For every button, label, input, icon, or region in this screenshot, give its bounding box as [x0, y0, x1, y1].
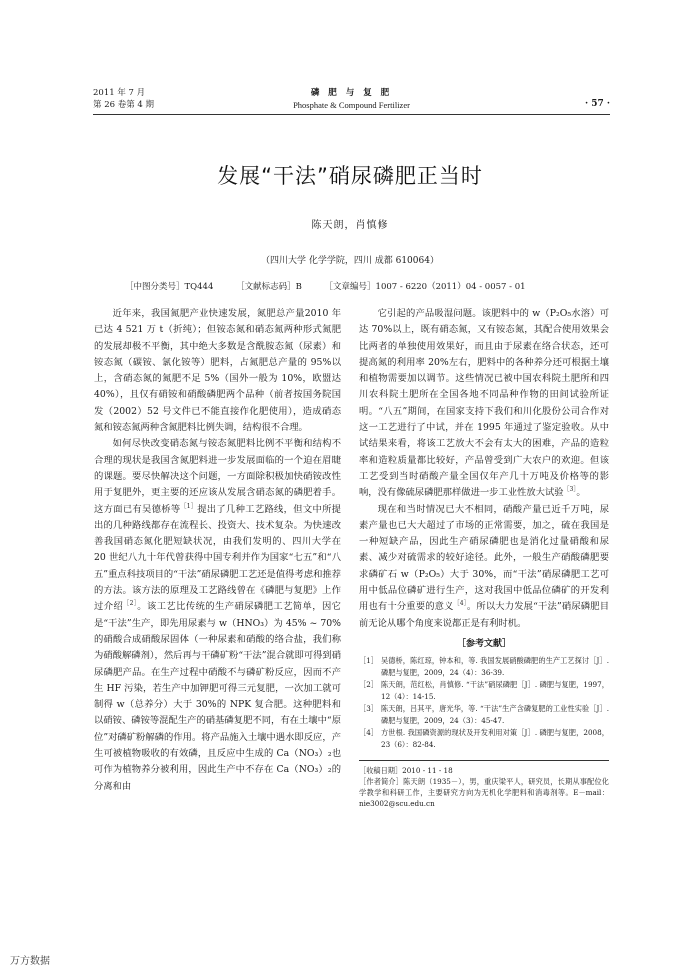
- journal-name-en: Phosphate & Compound Fertilizer: [293, 100, 410, 110]
- header-rule: [93, 114, 610, 115]
- running-header: [93, 87, 610, 117]
- citation: ［4］: [453, 600, 467, 608]
- citation: ［2］: [123, 600, 138, 608]
- article-title: 发展“干法”硝尿磷肥正当时: [217, 164, 483, 188]
- reference-item: [359, 679, 609, 702]
- body-column-right: [359, 306, 609, 809]
- page-number: · 57 ·: [584, 99, 610, 109]
- reference-number: ［1］: [359, 656, 378, 666]
- reference-text: 吴德桥，陈红琼，钟本和，等. 我国发展硝酸磷肥的生产工艺探讨［J］. 磷肥与复肥，2009，24（4）：36-39.: [381, 656, 609, 677]
- reference-number: ［4］: [359, 728, 378, 738]
- journal-name-cn: 磷 肥 与 复 肥: [310, 88, 393, 98]
- document-code: ［文献标志码］B: [236, 282, 302, 292]
- reference-item: [359, 703, 609, 726]
- clc-number: ［中图分类号］TQ444: [125, 282, 214, 292]
- citation: ［1］: [180, 502, 198, 510]
- article-number: ［文章编号］1007 - 6220（2011）04 - 0057 - 01: [324, 282, 526, 292]
- paragraph: 现在和当时情况已大不相同，硝酸产量已近千万吨，尿素产量也已大大超过了市场的正常需要，加之，硫在我国是一种短缺产品，因此生产硝尿磷肥也是消化过量硝酸和尿素、减少对硫需求的较好途径。此外，一般生产硝酸磷肥要求磷矿石 w（P₂O₅）大于 30%，而“干法”硝尿磷肥工艺可用中低品位磷矿进行生产，这对我国中低品位磷矿的开发利用也有十分重要的意义$^{[4]}$。所以大力发展“干法”硝尿磷肥目前无论从哪个角度来说都正是有利时机。: [359, 503, 609, 629]
- reference-number: ［2］: [359, 680, 378, 690]
- reference-number: ［3］: [359, 704, 378, 714]
- citation: ［3］: [563, 486, 577, 494]
- issue-date: 2011 年 7 月: [93, 88, 146, 98]
- article-metadata: [359, 760, 609, 809]
- article-authors: 陈天朗，肖慎修: [311, 220, 389, 231]
- paragraph: 近年来，我国氮肥产业快速发展，氮肥总产量2010 年已达 4 521 万 t（折纯）；但铵态氮和硝态氮两种形式氮肥的发展却极不平衡，其中绝大多数是含酰胺态氮（尿素）和铵态氮（碳铵、氯化铵等）肥料，占氮肥总产量的 95%以上，含硝态氮的氮肥不足 5%（国外一般为 10%，欧盟达 40%），且仅有硝铵和硝酸磷肥两个品种（前者按国务院国发（2002）52 号文件已不能直接作化肥使用），造成硝态氮和铵态氮两种含氮肥料比例失调，结构很不合理。: [94, 308, 341, 434]
- reference-list: [359, 655, 609, 750]
- source-watermark: 万方数据: [10, 956, 50, 967]
- body-column-left: [94, 306, 341, 795]
- author-affiliation: （四川大学 化学学院，四川 成都 610064）: [261, 256, 439, 266]
- reference-text: 陈天朗，范红松，肖慎修. “干法”硝尿磷肥［J］. 磷肥与复肥，1997，12（4）：14-15.: [381, 680, 609, 701]
- reference-text: 陈天朗，吕其平，唐光华，等. “干法”生产含磷复肥的工业性实验［J］. 磷肥与复肥，2009，24（3）：45-47.: [381, 704, 609, 725]
- reference-item: [359, 655, 609, 678]
- reference-item: [359, 727, 609, 750]
- paragraph: 如何尽快改变硝态氮与铵态氮肥料比例不平衡和结构不合理的现状是我国含氮肥料进一步发展面临的一个迫在眉睫的课题。要尽快解决这个问题，一方面除积极加快硝铵改性用于复肥外，更主要的还应该从发展含硝态氮的磷肥着手。这方面已有吴德桥等$^{[1]}$提出了几种工艺路线，但文中所提出的几种路线都存在流程长、投资大、技术复杂。为快速改善我国硝态氮化肥短缺状况，由我们发明的、四川大学在 20 世纪八九十年代曾获得中国专利并作为国家“七五”和“八五”重点科技项目的“干法”硝尿磷肥工艺还是值得考虑和推荐的方法。该方法的原理及工艺路线曾在《磷肥与复肥》上作过介绍$^{[2]}$。该工艺比传统的生产硝尿磷肥工艺简单，因它是“干法”生产，即先用尿素与 w（HNO₃）为 45% ~ 70%的硝酸合成硝酸尿固体（一种尿素和硝酸的络合盐，我们称为硝酸解磷剂），然后再与干磷矿粉“干法”混合就即可得到硝尿磷肥产品。在生产过程中硝酸不与磷矿粉反应，因而不产生 HF 污染，若生产中加钾肥可得三元复肥，一次加工就可制得 w（总养分）大于 30%的 NPK 复合肥。这种肥料和以硝铵、磷铵等混配生产的硝基磷复肥不同，有在土壤中“原位”对磷矿粉解磷的作用。将产品施入土壤中遇水即反应，产生可被植物吸收的有效磷，且反应中生成的 Ca（NO₃）₂也可作为植物养分被利用，因此生产中不存在 Ca（NO₃）₂的分离和由: [94, 438, 341, 792]
- journal-name: [93, 87, 610, 111]
- reference-text: 方世根. 我国磷资源的现状及开发利用对策［J］. 磷肥与复肥，2008，23（6）：82-84.: [381, 728, 609, 749]
- received-date: ［收稿日期］2010 - 11 - 18: [359, 766, 453, 776]
- classification-line: [125, 280, 546, 292]
- paragraph: 它引起的产品吸湿问题。该肥料中的 w（P₂O₅水溶）可达 70%以上，既有硝态氮，又有铵态氮，其配合使用效果会比两者的单独使用效果好，而且由于尿素在络合状态，还可提高氮的利用率 20%左右，肥料中的各种养分还可根据土壤和植物需要加以调节。这些情况已被中国农科院土肥所和四川农科院土肥所在全国各地不同品种作物的田间试验所证明。“八五”期间，在国家支持下我们和川化股份公司合作对这一工艺进行了中试，并在 1995 年通过了鉴定验收。从中试结果来看，将该工艺放大不会有太大的困难，产品的造粒率和造粒质量都比较好，产品曾受到广大农户的欢迎。但该工艺受到当时硝酸产量全国仅年产几十万吨及价格等的影响，没有像硫尿磷肥那样做进一步工业性放大试验$^{[3]}$。: [359, 308, 609, 499]
- issue-volume: 第 26 卷第 4 期: [93, 100, 155, 110]
- author-bio: ［作者简介］陈天朗（1935－），男，重庆梁平人，研究员，长期从事配位化学教学和科研工作，主要研究方向为无机化学肥料和消毒剂等。E－mail：nie3002@scu.edu.cn: [359, 777, 609, 809]
- references-heading: ［参考文献］: [456, 638, 511, 649]
